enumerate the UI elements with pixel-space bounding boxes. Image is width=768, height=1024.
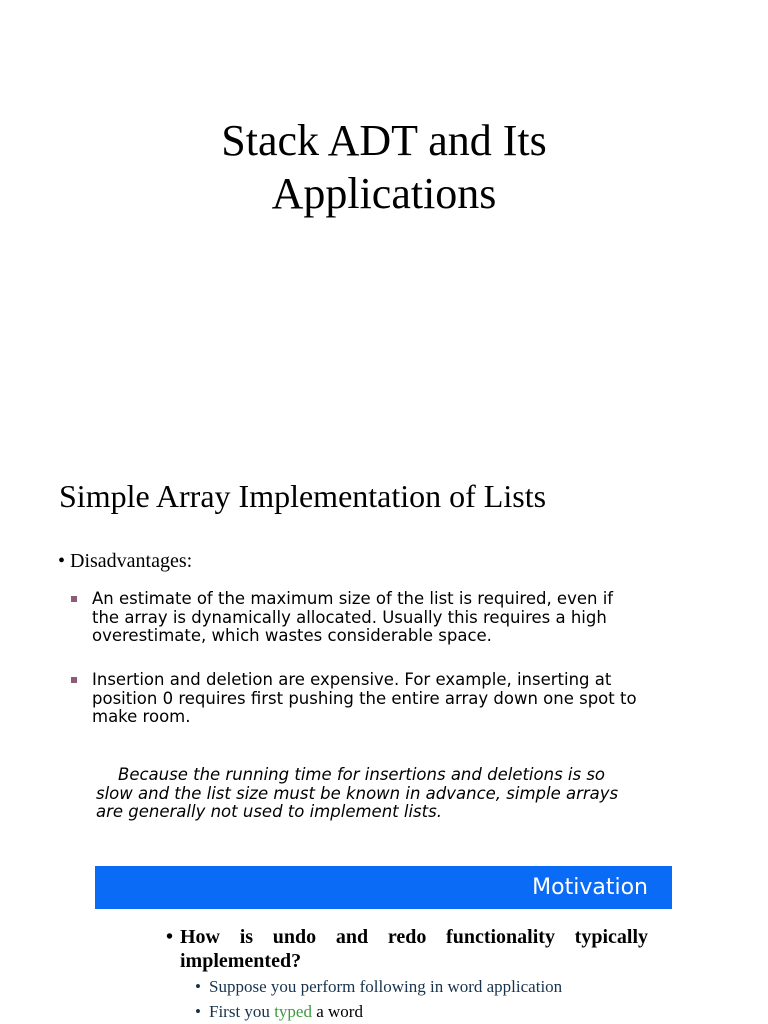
summary-note xyxy=(96,766,656,822)
slide-title xyxy=(0,114,768,220)
question-text: How is undo and redo functionality typically implemented? xyxy=(180,926,648,972)
note-line-2: slow and the list size must be known in advance, simple arrays xyxy=(96,783,619,803)
sub-bullet-1 xyxy=(195,977,563,997)
question-bullet xyxy=(166,925,648,973)
sub-bullet-2-before: First you xyxy=(209,1002,275,1021)
sub-bullet-2 xyxy=(195,1002,363,1022)
square-bullet-icon xyxy=(71,677,77,683)
section-heading: Simple Array Implementation of Lists xyxy=(59,478,547,514)
item-1-line-1: An estimate of the maximum size of the list is required, even if xyxy=(92,589,614,608)
bullet-label: Disadvantages: xyxy=(70,550,193,572)
highlighted-word: typed xyxy=(274,1002,312,1021)
bullet-dot-icon: • xyxy=(195,1002,201,1021)
note-line-1: Because the running time for insertions and deletions is so xyxy=(118,765,606,784)
item-2-line-2: position 0 requires first pushing the entire array down one spot to xyxy=(92,688,637,708)
bullet-disadvantages: • Disadvantages: xyxy=(58,550,193,572)
square-bullet-icon xyxy=(71,596,77,602)
sub-bullet-1-text: Suppose you perform following in word application xyxy=(209,977,563,996)
title-line-2: Applications xyxy=(271,169,497,218)
sub-bullet-2-after: a word xyxy=(311,1002,363,1021)
item-1-line-3: overestimate, which wastes considerable space. xyxy=(92,626,492,645)
disadvantage-item-1 xyxy=(92,590,682,646)
bullet-dot-icon: • xyxy=(195,977,201,996)
item-2-line-1: Insertion and deletion are expensive. For example, inserting at xyxy=(92,670,612,689)
note-line-3: are generally not used to implement lists. xyxy=(96,802,442,821)
disadvantage-item-2 xyxy=(92,671,682,727)
item-2-line-3: make room. xyxy=(92,707,191,726)
bullet-dot-icon: • xyxy=(166,926,174,948)
title-line-1: Stack ADT and Its xyxy=(221,116,547,165)
motivation-banner xyxy=(95,866,672,909)
item-1-line-2: the array is dynamically allocated. Usually this requires a high xyxy=(92,607,607,627)
banner-title: Motivation xyxy=(532,875,648,900)
